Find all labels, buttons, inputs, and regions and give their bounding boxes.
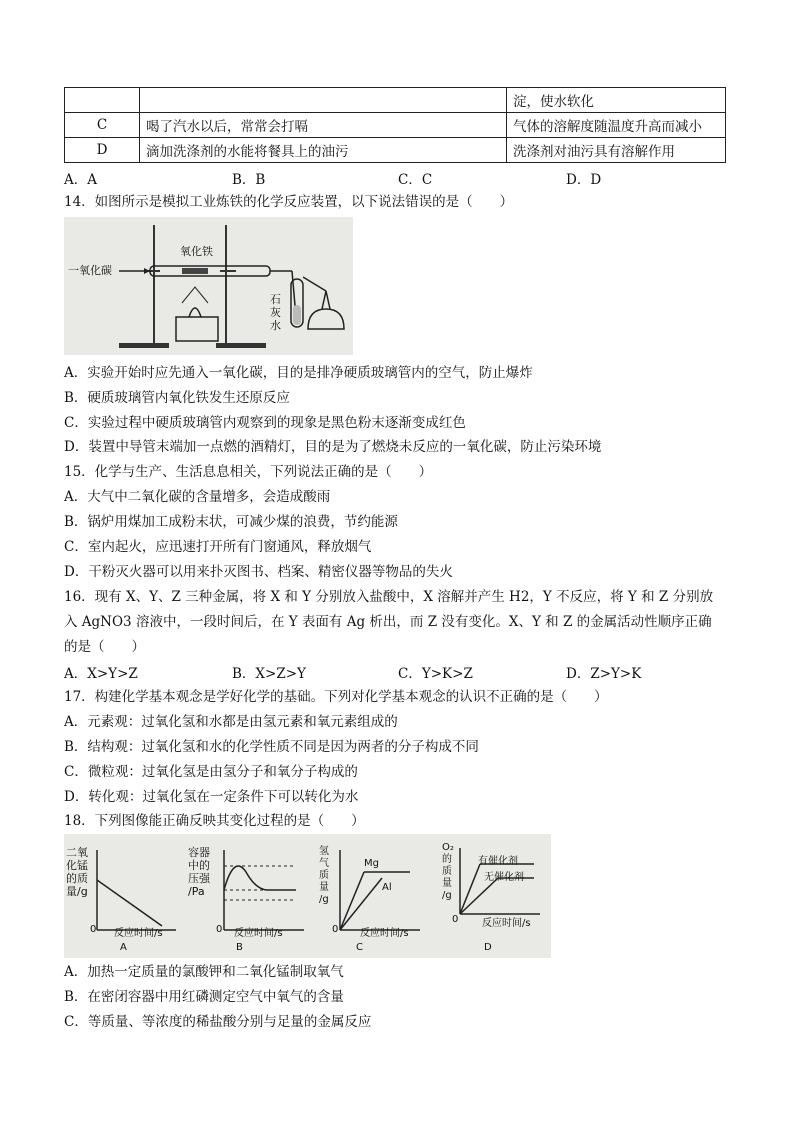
q16-option-a: A．X>Y>Z — [64, 666, 138, 682]
graph-c-ylabel-part: /g — [319, 894, 329, 905]
graph-b-ylabel-part: /Pa — [188, 885, 205, 898]
graph-a-ylabel — [66, 846, 88, 898]
table-cell-explanation: 气体的溶解度随温度升高而减小 — [507, 113, 726, 138]
graph-a-ylabel-part: 二氧 — [66, 846, 88, 859]
table-cell-key — [65, 88, 140, 113]
q15-option-a: A．大气中二氧化碳的含量增多，会造成酸雨 — [64, 489, 331, 505]
q17-option-c: C．微粒观：过氧化氢是由氢分子和氧分子构成的 — [64, 764, 358, 780]
graph-a-ylabel-part: 化锰 — [66, 859, 88, 872]
q14-apparatus-figure — [64, 217, 353, 355]
graph-c-origin: 0 — [332, 924, 339, 935]
limewater-label-char: 水 — [270, 319, 281, 332]
graph-a-origin: 0 — [90, 924, 97, 935]
graph-b-tag: B — [236, 942, 243, 953]
graph-b-ylabel-part: 容器 — [188, 846, 210, 859]
table-row — [65, 138, 726, 163]
q16-stem-line2: 入 AgNO3 溶液中，一段时间后，在 Y 表面有 Ag 析出，而 Z 没有变化。X、Y 和 Z 的金属活动性顺序正确 — [64, 614, 712, 630]
graph-d-ylabel-part: /g — [442, 890, 452, 901]
graph-b-xlabel: 反应时间/s — [234, 928, 283, 939]
q17-option-b: B．结构观：过氧化氢和水的化学性质不同是因为两者的分子构成不同 — [64, 739, 479, 755]
graph-c-tag: C — [356, 942, 363, 953]
graph-d-ylabel-part: O₂ — [442, 842, 454, 853]
limewater-label-char: 石 — [270, 293, 281, 306]
q14-option-a: A．实验开始时应先通入一氧化碳，目的是排净硬质玻璃管内的空气，防止爆炸 — [64, 365, 533, 381]
q17-stem: 17．构建化学基本观念是学好化学的基础。下列对化学基本观念的认识不正确的是（ ） — [64, 689, 608, 705]
q15-option-d: D．干粉灭火器可以用来扑灭图书、档案、精密仪器等物品的失火 — [64, 564, 453, 580]
table-row — [65, 113, 726, 138]
graph-d-tag: D — [484, 942, 492, 953]
graph-b-ylabel-part: 中的 — [188, 859, 210, 872]
iron-oxide-label: 氧化铁 — [180, 245, 213, 258]
graph-c-ylabel-part: 氢 — [319, 846, 329, 857]
table-cell-key: D — [65, 138, 140, 163]
table-cell-phenomenon — [140, 88, 507, 113]
q18-stem: 18．下列图像能正确反映其变化过程的是（ ） — [64, 813, 365, 829]
co-label: 一氧化碳 — [68, 264, 112, 277]
graph-d-xlabel: 反应时间/s — [482, 918, 531, 929]
graph-a-ylabel-part: 的质 — [66, 872, 88, 885]
graph-b-ylabel — [188, 846, 210, 898]
q13-option-c: C．C — [398, 172, 433, 188]
graph-a-xlabel: 反应时间/s — [114, 928, 163, 939]
graph-d-origin: 0 — [452, 914, 459, 925]
graph-d-ylabel-part: 质 — [442, 866, 452, 877]
graph-c-ylabel-part: 气 — [319, 858, 329, 869]
graph-b-origin: 0 — [216, 924, 223, 935]
q15-option-b: B．锅炉用煤加工成粉末状，可减少煤的浪费，节约能源 — [64, 514, 398, 530]
graph-d-series-no-catalyst: 无催化剂 — [484, 872, 524, 883]
graph-c-xlabel: 反应时间/s — [360, 928, 409, 939]
graph-c-ylabel — [319, 846, 329, 906]
table-cell-key: C — [65, 113, 140, 138]
q16-stem-line3: 的是（ ） — [64, 639, 145, 655]
table-cell-phenomenon: 滴加洗涤剂的水能将餐具上的油污 — [140, 138, 507, 163]
q16-option-d: D．Z>Y>K — [566, 666, 642, 682]
q17-option-a: A．元素观：过氧化氢和水都是由氢元素和氧元素组成的 — [64, 714, 398, 730]
q17-option-d: D．转化观：过氧化氢在一定条件下可以转化为水 — [64, 789, 359, 805]
graph-b-ylabel-part: 压强 — [188, 872, 210, 885]
q14-option-d: D．装置中导管末端加一点燃的酒精灯，目的是为了燃烧未反应的一氧化碳，防止污染环境 — [64, 439, 602, 455]
graph-d-ylabel-part: 量 — [442, 878, 452, 889]
graph-c-ylabel-part: 量 — [319, 882, 329, 893]
graph-d-ylabel-part: 的 — [442, 854, 452, 865]
graph-d-ylabel — [442, 842, 454, 902]
graph-a-ylabel-part: 量/g — [66, 885, 88, 898]
limewater-label-char: 灰 — [270, 306, 281, 319]
table-cell-phenomenon: 喝了汽水以后，常常会打嗝 — [140, 113, 507, 138]
q16-option-c: C．Y>K>Z — [398, 666, 473, 682]
q13-option-a: A．A — [64, 172, 97, 188]
q14-option-c: C．实验过程中硬质玻璃管内观察到的现象是黑色粉末逐渐变成红色 — [64, 415, 466, 431]
q16-stem-line1: 16．现有 X、Y、Z 三种金属，将 X 和 Y 分别放入盐酸中，X 溶解并产生 H2，Y 不反应，将 Y 和 Z 分别放 — [64, 589, 714, 605]
limewater-label — [270, 293, 281, 332]
table-row — [65, 88, 726, 113]
answer-table — [64, 87, 726, 163]
q18-option-a: A．加热一定质量的氯酸钾和二氧化锰制取氧气 — [64, 964, 344, 980]
q15-option-c: C．室内起火，应迅速打开所有门窗通风，释放烟气 — [64, 539, 372, 555]
q16-option-b: B．X>Z>Y — [232, 666, 306, 682]
q18-option-c: C．等质量、等浓度的稀盐酸分别与足量的金属反应 — [64, 1014, 372, 1030]
graph-c-ylabel-part: 质 — [319, 870, 329, 881]
table-cell-explanation: 淀，使水软化 — [507, 88, 726, 113]
q18-graphs-figure — [64, 834, 551, 958]
q15-stem: 15．化学与生产、生活息息相关，下列说法正确的是（ ） — [64, 464, 433, 480]
graph-c-series-mg: Mg — [364, 858, 379, 869]
q14-option-b: B．硬质玻璃管内氧化铁发生还原反应 — [64, 390, 290, 406]
q13-option-d: D．D — [566, 172, 602, 188]
q13-option-b: B．B — [232, 172, 266, 188]
table-cell-explanation: 洗涤剂对油污具有溶解作用 — [507, 138, 726, 163]
q18-option-b: B．在密闭容器中用红磷测定空气中氧气的含量 — [64, 989, 344, 1005]
graph-d-series-catalyst: 有催化剂 — [478, 856, 518, 867]
q14-stem: 14．如图所示是模拟工业炼铁的化学反应装置，以下说法错误的是（ ） — [64, 194, 514, 210]
graph-a-tag: A — [120, 942, 127, 953]
graph-c-series-al: Al — [382, 882, 392, 893]
